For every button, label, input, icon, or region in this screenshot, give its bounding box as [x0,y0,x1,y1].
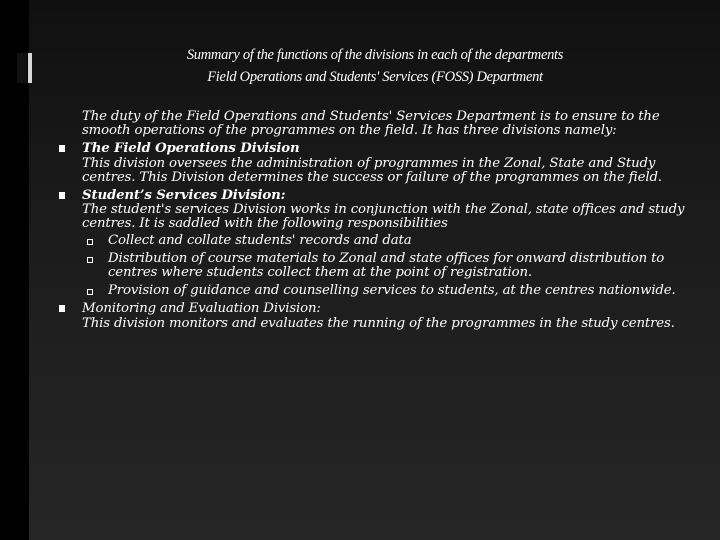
responsibility-item [56,234,696,248]
responsibility-item [56,252,696,280]
responsibility-text: Provision of guidance and counselling services to students, at the centres nationwide. [108,283,676,299]
division-description: This division oversees the administration of programmes in the Zonal, State and Study centres. This Division determines the success or failure of the programmes on the field. [82,155,662,185]
hollow-square-bullet-icon [87,239,93,245]
division-description: This division monitors and evaluates the running of the programmes in the study centres. [82,315,675,331]
division-heading: Student’s Services Division: [82,188,286,204]
title-accent-bar-light [28,53,32,83]
hollow-square-bullet-icon [87,257,93,263]
division-item-monitoring-evaluation [56,302,696,330]
title-accent-bar [17,53,27,83]
slide-body [56,110,696,331]
intro-paragraph: The duty of the Field Operations and Students' Services Department is to ensure to the smooth operations of the programmes on the field. It has three divisions namely: [82,109,660,139]
hollow-square-bullet-icon [87,289,93,295]
division-description: The student's services Division works in conjunction with the Zonal, state offices and study centres. It is saddled with the following responsibilities [82,202,685,232]
slide-title [40,44,710,88]
division-heading: Monitoring and Evaluation Division: [82,301,321,317]
square-bullet-icon [59,192,65,199]
square-bullet-icon [59,305,65,312]
responsibility-text: Distribution of course materials to Zonal and state offices for onward distribution to centres where students collect them at the point of registration. [108,250,665,281]
division-item-field-operations [56,142,696,185]
responsibility-text: Collect and collate students' records and data [108,232,412,248]
square-bullet-icon [59,145,65,152]
division-heading: The Field Operations Division [82,141,300,157]
responsibility-item [56,284,696,298]
title-line-1: Summary of the functions of the divisions in each of the departments [186,47,564,63]
division-item-student-services [56,189,696,232]
title-line-2: Field Operations and Students' Services (FOSS) Department [207,69,543,85]
